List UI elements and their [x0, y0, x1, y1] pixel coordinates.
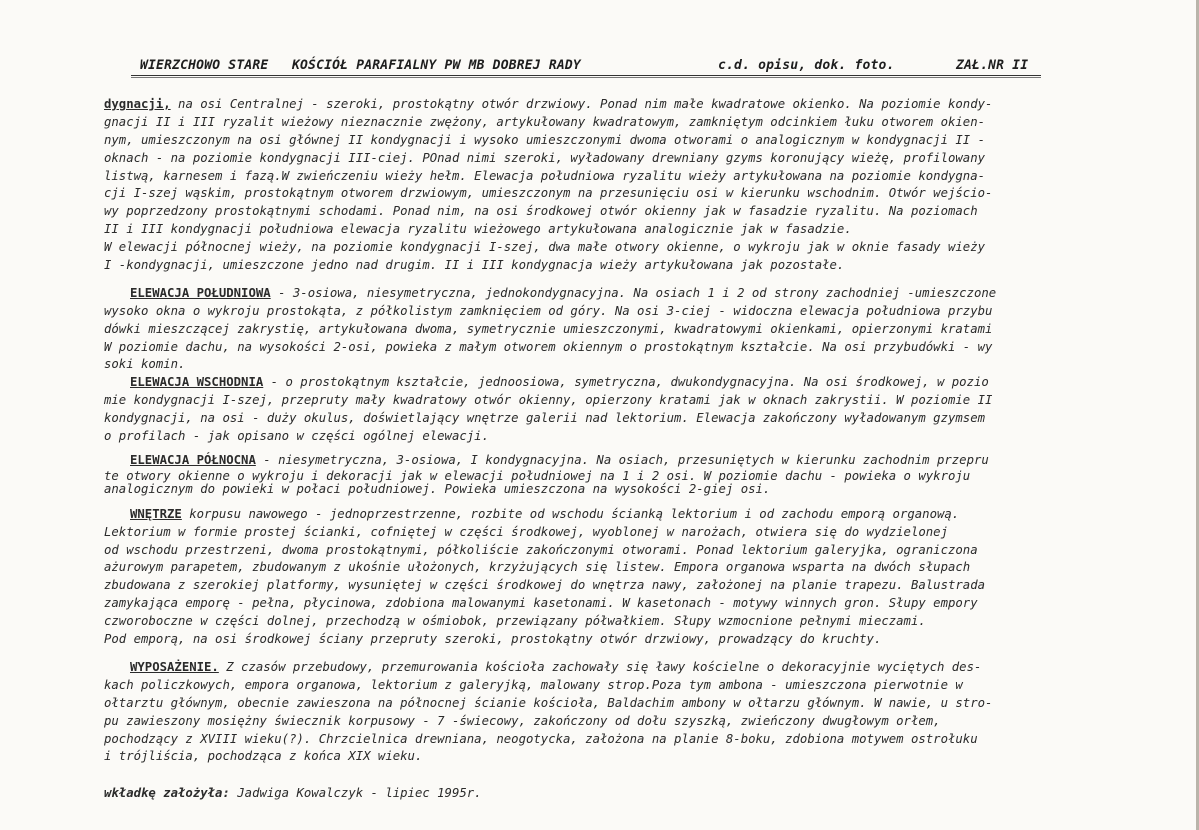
text-line: ELEWACJA POŁUDNIOWA - 3-osiowa, niesymetryczna, jednokondygnacyjna. Na osiach 1 i 2 od strony zachodniej -umieszczone	[130, 285, 997, 300]
text-line: listwą, karnesem i fazą.W zwieńczeniu wieży hełm. Elewacja południowa ryzalitu wieży artykułowana na poziomie kondygna-	[104, 168, 985, 183]
text-line: od wschodu przestrzeni, dwoma prostokątnymi, półkoliście zakończonymi otworami. Ponad lektorium galeryjka, ograniczona	[104, 542, 978, 557]
section-heading: WNĘTRZE	[130, 506, 182, 521]
text-line: nym, umieszczonym na osi głównej II kondygnacji i wysoko umieszczonymi dwoma otworami o analogicznym w kondygnacji II -	[104, 132, 985, 147]
text-line: analogicznym do powieki w połaci południowej. Powieka umieszczona na wysokości 2-giej osi.	[104, 481, 771, 496]
text-line: ELEWACJA WSCHODNIA - o prostokątnym kształcie, jednoosiowa, symetryczna, dwukondygnacyjna. Na osi środkowej, w pozio	[130, 375, 989, 390]
text-line: kach policzkowych, empora organowa, lektorium z galeryjką, malowany strop.Poza tym ambona - umieszczona pierwotnie w	[104, 677, 963, 692]
text-line: cji I-szej wąskim, prostokątnym otworem drzwiowym, umieszczonym na przesunięciu osi w kierunku wschodnim. Otwór wejścio-	[104, 186, 993, 201]
signature-label: wkładkę założyła:	[104, 786, 230, 801]
text-line: o profilach - jak opisano w części ogólnej elewacji.	[104, 429, 489, 444]
paragraph-furnishings	[104, 659, 1134, 766]
text-line: II i III kondygnacji południowa elewacja ryzalitu wieżowego artykułowana analogicznie jak w fasadzie.	[104, 222, 852, 237]
text-line: Lektorium w formie prostej ścianki, cofniętej w części środkowej, wyoblonej w narożach, otwiera się do wydzielonej	[104, 524, 948, 539]
text-line: te otwory okienne o wykroju i dekoracji jak w elewacji południowej na 1 i 2 osi. W poziomie dachu - powieka o wykroju	[104, 468, 971, 483]
header-section: c.d. opisu, dok. foto.	[718, 58, 895, 73]
paragraph-tower-facade	[104, 96, 1134, 275]
text-line: pu zawieszony mosiężny świecznik korpusowy - 7 -świecowy, zakończony od dołu szyszką, zwieńczony dwugłowym orłem,	[104, 713, 941, 728]
section-heading: WYPOSAŻENIE.	[130, 659, 219, 674]
paragraph-north-elevation	[104, 452, 1134, 496]
paragraph-interior	[104, 506, 1134, 649]
text-line: kondygnacji, na osi - duży okulus, doświetlający wnętrze galerii nad lektorium. Elewacja zakończony wyładowanym gzymsem	[104, 411, 985, 426]
text-line: zamykająca emporę - pełna, płycinowa, zdobiona malowanymi kasetonami. W kasetonach - motywy winnych gron. Słupy empory	[104, 596, 978, 611]
text-line: wysoko okna o wykroju prostokąta, z półkolistym zamknięciem od góry. Na osi 3-ciej - widoczna elewacja południowa przybu	[104, 303, 993, 318]
text-line: wy poprzedzony prostokątnymi schodami. Ponad nim, na osi środkowej otwór okienny jak w fasadzie ryzalitu. Na poziomach	[104, 204, 978, 219]
text-line: pochodzący z XVIII wieku(?). Chrzcielnica drewniana, neogotycka, założona na planie 8-boku, zdobiona motywem ostrołuku	[104, 731, 978, 746]
header-object: KOŚCIÓŁ PARAFIALNY PW MB DOBREJ RADY	[292, 58, 581, 73]
text-line: soki komin.	[104, 357, 186, 372]
section-heading: ELEWACJA WSCHODNIA	[130, 375, 264, 390]
section-heading: dygnacji,	[104, 97, 171, 111]
text-line: W elewacji północnej wieży, na poziomie kondygnacji I-szej, dwa małe otwory okienne, o wykroju jak w oknie fasady wieży	[104, 240, 985, 255]
text-line: WYPOSAŻENIE. Z czasów przebudowy, przemurowania kościoła zachowały się ławy kościelne o dekoracyjnie wyciętych des-	[130, 659, 982, 674]
text-line: ołtarztu głównym, obecnie zawieszona na północnej ścianie kościoła, Baldachim ambony w ołtarzu głównym. W nawie, u stro-	[104, 695, 993, 710]
header-location: WIERZCHOWO STARE	[140, 58, 269, 73]
text-line: ażurowym parapetem, zbudowanym z ukośnie ułożonych, krzyżujących się listew. Empora organowa wsparta na dwóch słupach	[104, 560, 971, 575]
text-line: oknach - na poziomie kondygnacji III-ciej. POnad nimi szeroki, wyładowany drewniany gzyms koronujący wieżę, profilowany	[104, 150, 985, 165]
header-attachment: ZAŁ.NR II	[956, 58, 1029, 73]
text-line: dówki mieszczącej zakrystię, artykułowana dwoma, symetrycznie umieszczonymi, kwadratowymi okienkami, opierzonymi kratami	[104, 321, 993, 336]
header-rule	[131, 75, 1041, 76]
text-line: i trójliścia, pochodząca z końca XIX wieku.	[104, 749, 423, 764]
text-line: I -kondygnacji, umieszczone jedno nad drugim. II i III kondygnacja wieży artykułowana jak pozostałe.	[104, 258, 845, 273]
text-line: Pod emporą, na osi środkowej ściany przepruty szeroki, prostokątny otwór drzwiowy, prowadzący do kruchty.	[104, 632, 882, 647]
text-line: gnacji II i III ryzalit wieżowy nieznacznie zwężony, artykułowany kwadratowym, zamkniętym odcinkiem łuku otworem okien-	[104, 114, 985, 129]
document-body	[104, 96, 1134, 803]
text-line: dygnacji, na osi Centralnej - szeroki, prostokątny otwór drzwiowy. Ponad nim małe kwadratowe okienko. Na poziomie kondy-	[104, 97, 993, 111]
text-line: WNĘTRZE korpusu nawowego - jednoprzestrzenne, rozbite od wschodu ścianką lektorium i od zachodu emporą organową.	[130, 506, 960, 521]
paragraph-south-elevation	[104, 285, 1134, 374]
text-line: W poziomie dachu, na wysokości 2-osi, powieka z małym otworem okiennym o prostokątnym kształcie. Na osi przybudówki - wy	[104, 339, 993, 354]
text-line: zbudowana z szerokiej platformy, wysuniętej w części środkowej do wnętrza nawy, założonej na planie trapezu. Balustrada	[104, 578, 985, 593]
text-line: ELEWACJA PÓŁNOCNA - niesymetryczna, 3-osiowa, I kondygnacyjna. Na osiach, przesuniętych w kierunku zachodnim przepru	[130, 452, 989, 467]
signature-text: Jadwiga Kowalczyk - lipiec 1995r.	[229, 786, 482, 801]
signature-line	[104, 785, 1134, 803]
paragraph-east-elevation	[104, 374, 1134, 446]
section-heading: ELEWACJA PÓŁNOCNA	[130, 452, 256, 467]
text-line: czworoboczne w części dolnej, przechodzą w ośmiobok, przewiązany półwałkiem. Słupy wzmocnione pełnymi mieczami.	[104, 614, 926, 629]
section-heading: ELEWACJA POŁUDNIOWA	[130, 285, 271, 300]
text-line: mie kondygnacji I-szej, przepruty mały kwadratowy otwór okienny, opierzony kratami jak w oknach zakrystii. W poziomie II	[104, 393, 993, 408]
signature-block	[104, 785, 1134, 803]
header-rule-secondary	[131, 77, 1041, 78]
